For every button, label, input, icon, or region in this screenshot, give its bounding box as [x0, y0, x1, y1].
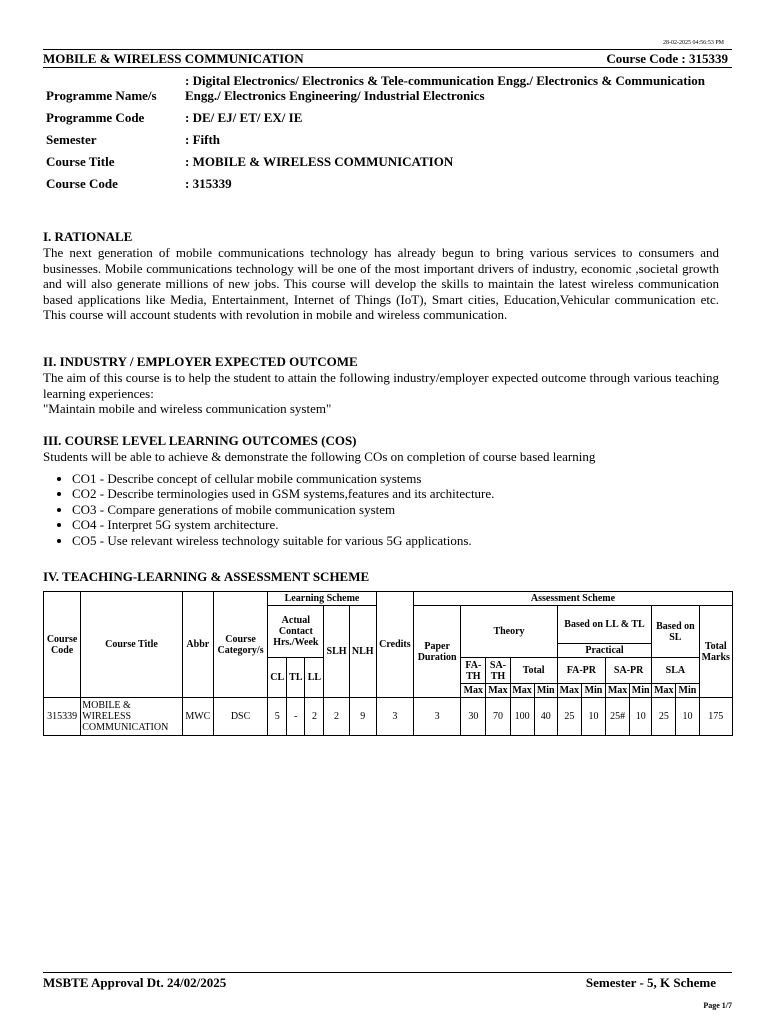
header-max-cell: Max	[652, 684, 676, 698]
info-value: : DE/ EJ/ ET/ EX/ IE	[185, 110, 303, 125]
info-value: : Digital Electronics/ Electronics & Tele-communication Engg./ Electronics & Communication Engg./ Electronics Engineering/ Industrial Electronics	[185, 73, 705, 103]
header-min-cell: Min	[676, 684, 699, 698]
info-label: Semester	[46, 132, 97, 147]
footer-approval: MSBTE Approval Dt. 24/02/2025	[43, 975, 227, 990]
info-label: Programme Name/s	[46, 88, 157, 103]
list-item: • CO3 - Compare generations of mobile communication system	[72, 502, 719, 518]
info-row-programme-code	[46, 110, 726, 125]
header-slh-cell: SLH	[324, 606, 349, 698]
header-total-cell: Total	[510, 658, 557, 684]
header-min-cell: Min	[581, 684, 605, 698]
rationale-section	[43, 229, 719, 323]
header-learning-scheme-cell: Learning Scheme	[268, 592, 377, 606]
header-cl-cell: CL	[268, 658, 287, 698]
cell-ll: 2	[305, 698, 324, 736]
section-heading: I. RATIONALE	[43, 229, 133, 244]
rationale-text: The next generation of mobile communications technology has already begun to bring various services to consumers and businesses. Mobile communications technology will be one of the most important drivers of industry, economic ,societal growth and will also generate millions of new jobs. This course will develop the skills to maintain the latest wireless communication based applications like Media, Entertainment, Internet of Things (IoT), Smart cities, Education,Vehicular communication etc. This course will account students with revolution in mobile and wireless communication.	[43, 245, 719, 322]
header-min-cell: Min	[630, 684, 652, 698]
cell-fa-th-max: 30	[461, 698, 486, 736]
header-total-marks-cell: Total Marks	[699, 606, 733, 698]
header-fa-th-cell: FA-TH	[461, 658, 486, 684]
header-course-title-cell: Course Title	[81, 592, 183, 698]
cell-slh: 2	[324, 698, 349, 736]
page-number: Page 1/7	[703, 1001, 732, 1010]
info-label: Course Code	[46, 176, 118, 191]
industry-outcome-section	[43, 354, 719, 417]
cos-intro: Students will be able to achieve & demonstrate the following COs on completion of course based learning	[43, 449, 596, 464]
cell-course-code: 315339	[44, 698, 81, 736]
header-theory-cell: Theory	[461, 606, 558, 658]
info-label: Programme Code	[46, 110, 145, 125]
list-item: • CO5 - Use relevant wireless technology suitable for various 5G applications.	[72, 533, 719, 549]
cell-abbr: MWC	[182, 698, 213, 736]
info-row-course-title	[46, 154, 726, 169]
header-max-cell: Max	[606, 684, 630, 698]
cell-course-title: MOBILE & WIRELESS COMMUNICATION	[81, 698, 183, 736]
header-credits-cell: Credits	[376, 592, 413, 698]
header-category-cell: Course Category/s	[213, 592, 267, 698]
table-row	[44, 698, 733, 736]
header-fa-pr-cell: FA-PR	[557, 658, 605, 684]
cell-fa-pr-min: 10	[581, 698, 605, 736]
section-heading: IV. TEACHING-LEARNING & ASSESSMENT SCHEME	[43, 569, 370, 584]
cell-tl: -	[287, 698, 305, 736]
header-ll-cell: LL	[305, 658, 324, 698]
info-row-programme-name	[46, 73, 726, 103]
header-sa-th-cell: SA-TH	[486, 658, 510, 684]
info-row-course-code	[46, 176, 726, 191]
cell-sla-min: 10	[676, 698, 699, 736]
cell-category: DSC	[213, 698, 267, 736]
header-max-cell: Max	[486, 684, 510, 698]
cell-sa-pr-min: 10	[630, 698, 652, 736]
industry-text: The aim of this course is to help the student to attain the following industry/employer expected outcome through various teaching learning experiences:	[43, 370, 719, 401]
cell-sla-max: 25	[652, 698, 676, 736]
header-sla-cell: SLA	[652, 658, 699, 684]
cell-credits: 3	[376, 698, 413, 736]
info-label: Course Title	[46, 154, 115, 169]
cell-total-min: 40	[534, 698, 557, 736]
header-course-code-cell: Course Code	[44, 592, 81, 698]
header-course-name: MOBILE & WIRELESS COMMUNICATION	[43, 51, 304, 66]
course-outcomes-section	[43, 433, 719, 548]
info-row-semester	[46, 132, 726, 147]
cell-paper-duration: 3	[414, 698, 461, 736]
header-paper-duration-cell: Paper Duration	[414, 606, 461, 698]
header-actual-contact-cell: Actual Contact Hrs./Week	[268, 606, 324, 658]
header-nlh-cell: NLH	[349, 606, 376, 698]
header-course-code: Course Code : 315339	[606, 51, 728, 66]
industry-quote: "Maintain mobile and wireless communication system"	[43, 401, 332, 416]
header-sa-pr-cell: SA-PR	[606, 658, 652, 684]
header-assessment-scheme-cell: Assessment Scheme	[414, 592, 733, 606]
header-abbr-cell: Abbr	[182, 592, 213, 698]
cell-fa-pr-max: 25	[557, 698, 581, 736]
header-tl-cell: TL	[287, 658, 305, 698]
cell-total-max: 100	[510, 698, 534, 736]
header-based-ll-tl-cell: Based on LL & TL	[557, 606, 651, 644]
cell-nlh: 9	[349, 698, 376, 736]
footer-semester: Semester - 5, K Scheme	[585, 975, 716, 990]
cell-cl: 5	[268, 698, 287, 736]
info-value: : 315339	[185, 176, 232, 191]
header-min-cell: Min	[534, 684, 557, 698]
page-footer	[43, 972, 732, 991]
header-max-cell: Max	[557, 684, 581, 698]
info-value: : Fifth	[185, 132, 221, 147]
section-heading: III. COURSE LEVEL LEARNING OUTCOMES (COS)	[43, 433, 357, 448]
header-practical-cell: Practical	[557, 644, 651, 658]
list-item: • CO1 - Describe concept of cellular mobile communication systems	[72, 471, 719, 487]
assessment-scheme-table	[43, 591, 733, 736]
cell-sa-th-max: 70	[486, 698, 510, 736]
list-item: • CO4 - Interpret 5G system architecture.	[72, 517, 719, 533]
header-max-cell: Max	[461, 684, 486, 698]
page-header	[43, 49, 732, 68]
cell-sa-pr-max: 25#	[606, 698, 630, 736]
list-item: • CO2 - Describe terminologies used in GSM systems,features and its architecture.	[72, 486, 719, 502]
timestamp: 28-02-2025 04:56:53 PM	[662, 40, 724, 46]
programme-info	[46, 73, 726, 198]
info-value: : MOBILE & WIRELESS COMMUNICATION	[185, 154, 454, 169]
header-based-sl-cell: Based on SL	[652, 606, 699, 658]
cos-list	[43, 471, 719, 549]
scheme-section	[43, 569, 719, 585]
section-heading: II. INDUSTRY / EMPLOYER EXPECTED OUTCOME	[43, 354, 358, 369]
cell-total-marks: 175	[699, 698, 733, 736]
header-max-cell: Max	[510, 684, 534, 698]
